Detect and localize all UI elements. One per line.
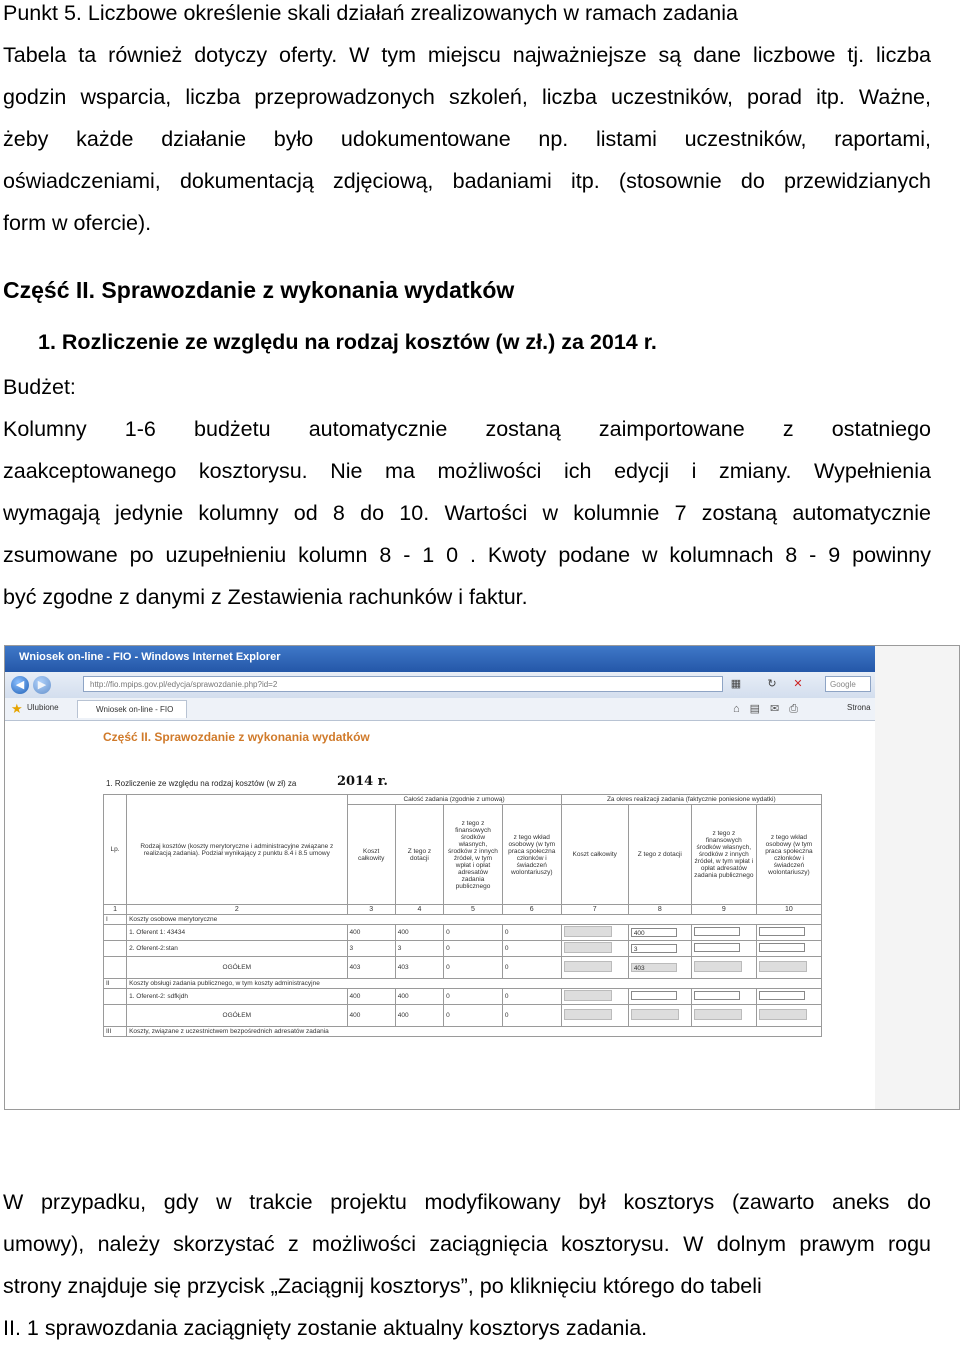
strona-menu[interactable]: Strona bbox=[847, 703, 871, 712]
total-dotacji: 400 bbox=[395, 1005, 443, 1027]
budzet-line-5: być zgodne z danymi z Zestawienia rachunków i faktur. bbox=[3, 585, 528, 609]
total-osob: 0 bbox=[502, 957, 561, 979]
cell-input[interactable] bbox=[628, 925, 691, 941]
section-lp: I bbox=[104, 915, 127, 925]
total-fin: 0 bbox=[444, 957, 503, 979]
col-fin: z tego z finansowych środków własnych, środków z innych źródeł, w tym wpłat i opłat adresatów zadania publicznego bbox=[444, 805, 503, 905]
budzet-line-2: zaakceptowanego kosztorysu. Nie ma możliwości ich edycji i zmiany. Wypełnienia bbox=[3, 459, 931, 483]
punkt5-line-5: form w ofercie). bbox=[3, 211, 152, 235]
total-dotacji-r bbox=[628, 1005, 691, 1027]
table-row bbox=[104, 989, 822, 1005]
col-number: 1 bbox=[104, 905, 127, 915]
section-title: Koszty obsługi zadania publicznego, w tym koszty administracyjne bbox=[127, 979, 822, 989]
browser-tab[interactable]: Wniosek on-line - FIO bbox=[77, 700, 187, 718]
section-row bbox=[104, 979, 822, 989]
section-title: Koszty, związane z uczestnictwem bezpośrednich adresatów zadania bbox=[127, 1027, 822, 1037]
group-header-left: Całość zadania (zgodnie z umową) bbox=[347, 795, 561, 805]
cell-dotacji: 400 bbox=[395, 925, 443, 941]
total-koszt: 403 bbox=[347, 957, 395, 979]
cell-input[interactable] bbox=[628, 989, 691, 1005]
closing-line-1: W przypadku, gdy w trakcie projektu modyfikowany był kosztorys (zawarto aneks do bbox=[3, 1190, 931, 1214]
col-number: 7 bbox=[561, 905, 628, 915]
col-number: 4 bbox=[395, 905, 443, 915]
input-fin[interactable] bbox=[694, 927, 740, 936]
cell-total-r bbox=[561, 925, 628, 941]
total-label: OGÓŁEM bbox=[127, 957, 347, 979]
favorites-label[interactable]: Ulubione bbox=[27, 703, 59, 712]
cell-input[interactable] bbox=[691, 989, 756, 1005]
col-fin-r: z tego z finansowych środków własnych, środków z innych źródeł, w tym wpłat i opłat adresatów zadania publicznego bbox=[691, 805, 756, 905]
input-osob[interactable] bbox=[759, 927, 805, 936]
col-number: 6 bbox=[502, 905, 561, 915]
total-osob-r bbox=[756, 957, 821, 979]
cell-fin: 0 bbox=[444, 989, 503, 1005]
input-dotacji[interactable]: 3 bbox=[631, 944, 677, 953]
column-numbers-row bbox=[104, 905, 822, 915]
cell-input[interactable] bbox=[756, 989, 821, 1005]
address-bar bbox=[5, 672, 875, 698]
budzet-line-3: wymagają jedynie kolumny od 8 do 10. Wartości w kolumnie 7 zostaną automatycznie bbox=[3, 501, 931, 525]
col-koszt: Koszt całkowity bbox=[347, 805, 395, 905]
col-number: 9 bbox=[691, 905, 756, 915]
total-fin-r bbox=[691, 1005, 756, 1027]
input-fin[interactable] bbox=[694, 943, 740, 952]
total-fin: 0 bbox=[444, 1005, 503, 1027]
col-dotacji: Z tego z dotacji bbox=[395, 805, 443, 905]
punkt5-line-1: Tabela ta również dotyczy oferty. W tym miejscu najważniejsze są dane liczbowe tj. liczba bbox=[3, 43, 931, 67]
table-row bbox=[104, 925, 822, 941]
total-row bbox=[104, 1005, 822, 1027]
subsection-heading: 1. Rozliczenie ze względu na rodzaj kosztów (w zł.) za 2014 r. bbox=[38, 330, 657, 354]
total-dotacji: 403 bbox=[395, 957, 443, 979]
col-osob: z tego wkład osobowy (w tym praca społeczna członków i świadczeń wolontariuszy) bbox=[502, 805, 561, 905]
input-dotacji[interactable]: 400 bbox=[631, 928, 677, 937]
cell-input[interactable] bbox=[756, 925, 821, 941]
section-row bbox=[104, 915, 822, 925]
col-lp: Lp. bbox=[104, 795, 127, 905]
section-row bbox=[104, 1027, 822, 1037]
punkt5-title: Punkt 5. Liczbowe określenie skali działań zrealizowanych w ramach zadania bbox=[3, 1, 738, 25]
budzet-label: Budżet: bbox=[3, 375, 76, 399]
col-number: 10 bbox=[756, 905, 821, 915]
budget-table bbox=[103, 794, 822, 1037]
col-dotacji-r: Z tego z dotacji bbox=[628, 805, 691, 905]
col-osob-r: z tego wkład osobowy (w tym praca społeczna członków i świadczeń wolontariuszy) bbox=[756, 805, 821, 905]
embedded-screenshot bbox=[4, 645, 960, 1110]
closing-line-2: umowy), należy skorzystać z możliwości zaciągnięcia kosztorysu. W dolnym prawym rogu bbox=[3, 1232, 931, 1256]
toolbar-icons[interactable]: ⌂▤✉⎙ bbox=[733, 703, 809, 715]
total-osob-r bbox=[756, 1005, 821, 1027]
url-field[interactable]: http://fio.mpips.gov.pl/edycja/sprawozdanie.php?id=2 bbox=[83, 676, 723, 692]
input-dotacji[interactable] bbox=[631, 991, 677, 1000]
cell-koszt: 400 bbox=[347, 925, 395, 941]
punkt5-line-3: żeby każde działanie było udokumentowane np. listami uczestników, raportami, bbox=[3, 127, 931, 151]
cell-input[interactable] bbox=[691, 941, 756, 957]
punkt5-line-2: godzin wsparcia, liczba przeprowadzonych szkoleń, liczba uczestników, porad itp. Ważne, bbox=[3, 85, 931, 109]
compat-icon[interactable]: ▦ bbox=[730, 678, 742, 690]
row-name: 1. Oferent-2: sdfkjdh bbox=[127, 989, 347, 1005]
shot-table-caption: 1. Rozliczenie ze względu na rodzaj kosztów (w zł) za bbox=[106, 779, 297, 788]
cell-koszt: 400 bbox=[347, 989, 395, 1005]
cell-total-r bbox=[561, 941, 628, 957]
input-osob[interactable] bbox=[759, 991, 805, 1000]
search-field[interactable]: Google bbox=[825, 676, 871, 692]
section-heading: Część II. Sprawozdanie z wykonania wydatków bbox=[3, 277, 515, 303]
shot-section-title: Część II. Sprawozdanie z wykonania wydatków bbox=[103, 730, 370, 744]
budzet-line-1: Kolumny 1-6 budżetu automatycznie zostaną zaimportowane z ostatniego bbox=[3, 417, 931, 441]
section-lp: III bbox=[104, 1027, 127, 1037]
closing-line-3: strony znajduje się przycisk „Zaciągnij kosztorys”, po kliknięciu którego do tabeli bbox=[3, 1274, 762, 1298]
window-titlebar bbox=[5, 646, 875, 672]
section-lp: II bbox=[104, 979, 127, 989]
window-title: Wniosek on-line - FIO - Windows Internet Explorer bbox=[19, 651, 281, 663]
cell-osob: 0 bbox=[502, 989, 561, 1005]
section-title: Koszty osobowe merytoryczne bbox=[127, 915, 822, 925]
total-koszt: 400 bbox=[347, 1005, 395, 1027]
total-row bbox=[104, 957, 822, 979]
cell-fin: 0 bbox=[444, 925, 503, 941]
cell-input[interactable] bbox=[691, 925, 756, 941]
total-osob: 0 bbox=[502, 1005, 561, 1027]
total-fin-r bbox=[691, 957, 756, 979]
punkt5-line-4: oświadczeniami, dokumentacją zdjęciową, badaniami itp. (stosownie do przewidzianych bbox=[3, 169, 931, 193]
budzet-line-4: zsumowane po uzupełnieniu kolumn 8 - 1 0 . Kwoty podane w kolumnach 8 - 9 powinny bbox=[3, 543, 931, 567]
cell-dotacji: 400 bbox=[395, 989, 443, 1005]
handwritten-year: 2014 r. bbox=[337, 774, 388, 789]
refresh-icon[interactable]: ↻ bbox=[767, 678, 777, 690]
col-rodzaj: Rodzaj kosztów (koszty merytoryczne i administracyjne związane z realizacją zadania). Podział wynikający z punktu 8.4 i 8.5 umowy bbox=[127, 795, 347, 905]
cell-total-r bbox=[561, 989, 628, 1005]
star-icon[interactable]: ★ bbox=[11, 701, 23, 716]
input-fin[interactable] bbox=[694, 991, 740, 1000]
forward-icon[interactable]: ▶ bbox=[33, 676, 51, 694]
row-name: 1. Oferent 1: 43434 bbox=[127, 925, 347, 941]
total-koszt-r bbox=[561, 1005, 628, 1027]
col-koszt-r: Koszt całkowity bbox=[561, 805, 628, 905]
back-icon[interactable]: ◀ bbox=[11, 676, 29, 694]
cell-fin: 0 bbox=[444, 941, 503, 957]
cell-dotacji: 3 bbox=[395, 941, 443, 957]
cell-koszt: 3 bbox=[347, 941, 395, 957]
input-osob[interactable] bbox=[759, 943, 805, 952]
total-dotacji-r: 403 bbox=[628, 957, 691, 979]
closing-line-4: II. 1 sprawozdania zaciągnięty zostanie aktualny kosztorys zadania. bbox=[3, 1316, 648, 1340]
col-number: 3 bbox=[347, 905, 395, 915]
row-name: 2. Oferent-2:stan bbox=[127, 941, 347, 957]
cell-osob: 0 bbox=[502, 941, 561, 957]
favorites-bar bbox=[5, 698, 875, 721]
total-koszt-r bbox=[561, 957, 628, 979]
col-number: 5 bbox=[444, 905, 503, 915]
col-number: 2 bbox=[127, 905, 347, 915]
cell-input[interactable] bbox=[628, 941, 691, 957]
cell-osob: 0 bbox=[502, 925, 561, 941]
total-label: OGÓŁEM bbox=[127, 1005, 347, 1027]
stop-icon[interactable]: ✕ bbox=[793, 678, 803, 690]
group-header-right: Za okres realizacji zadania (faktycznie poniesione wydatki) bbox=[561, 795, 821, 805]
scroll-margin bbox=[875, 646, 959, 1109]
col-number: 8 bbox=[628, 905, 691, 915]
table-row bbox=[104, 941, 822, 957]
cell-input[interactable] bbox=[756, 941, 821, 957]
